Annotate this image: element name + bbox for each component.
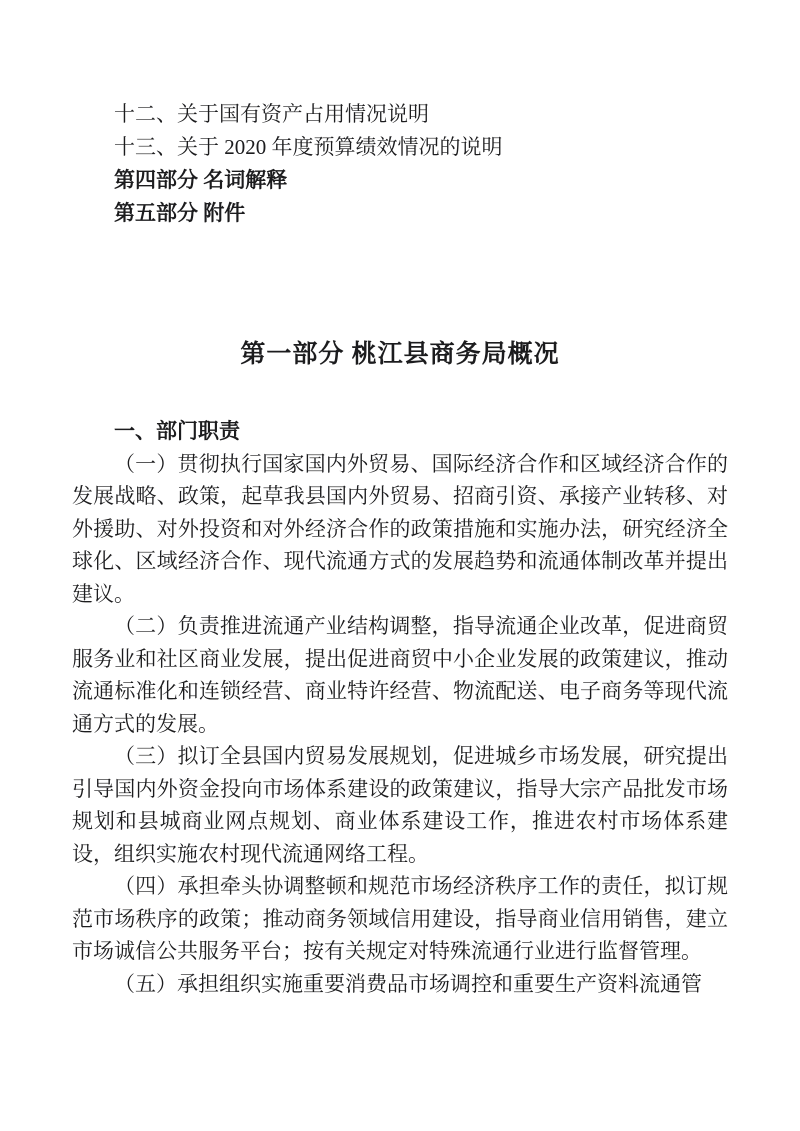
body-text: [72, 415, 728, 1000]
toc-item-13: 十三、关于 2020 年度预算绩效情况的说明: [114, 135, 503, 159]
part-heading-4: 第四部分 名词解释: [114, 168, 288, 192]
duty-paragraph-2: （二）负责推进流通产业结构调整，指导流通企业改革，促进商贸服务业和社区商业发展，提出促进商贸中小企业发展的政策建议，推动流通标准化和连锁经营、商业特许经营、物流配送、电子商务等现代流通方式的发展。: [72, 614, 728, 736]
duty-paragraph-3: （三）拟订全县国内贸易发展规划，促进城乡市场发展，研究提出引导国内外资金投向市场体系建设的政策建议，指导大宗产品批发市场规划和县城商业网点规划、商业体系建设工作，推进农村市场体系建设，组织实施农村现代流通网络工程。: [72, 744, 728, 866]
subsection-heading-duties: 一、部门职责: [114, 419, 240, 443]
duty-paragraph-5-truncated: （五）承担组织实施重要消费品市场调控和重要生产资料流通管: [114, 971, 702, 996]
duty-paragraph-1: （一）贯彻执行国家国内外贸易、国际经济合作和区域经济合作的发展战略、政策，起草我县国内外贸易、招商引资、承接产业转移、对外援助、对外投资和对外经济合作的政策措施和实施办法，研究经济全球化、区域经济合作、现代流通方式的发展趋势和流通体制改革并提出建议。: [72, 451, 728, 606]
duty-paragraph-4: （四）承担牵头协调整顿和规范市场经济秩序工作的责任，拟订规范市场秩序的政策；推动商务领域信用建设，指导商业信用销售，建立市场诚信公共服务平台；按有关规定对特殊流通行业进行监督管理。: [72, 874, 728, 963]
toc-item-12: 十二、关于国有资产占用情况说明: [114, 102, 429, 126]
part-heading-5: 第五部分 附件: [114, 201, 246, 225]
section-title: 第一部分 桃江县商务局概况: [240, 341, 560, 368]
